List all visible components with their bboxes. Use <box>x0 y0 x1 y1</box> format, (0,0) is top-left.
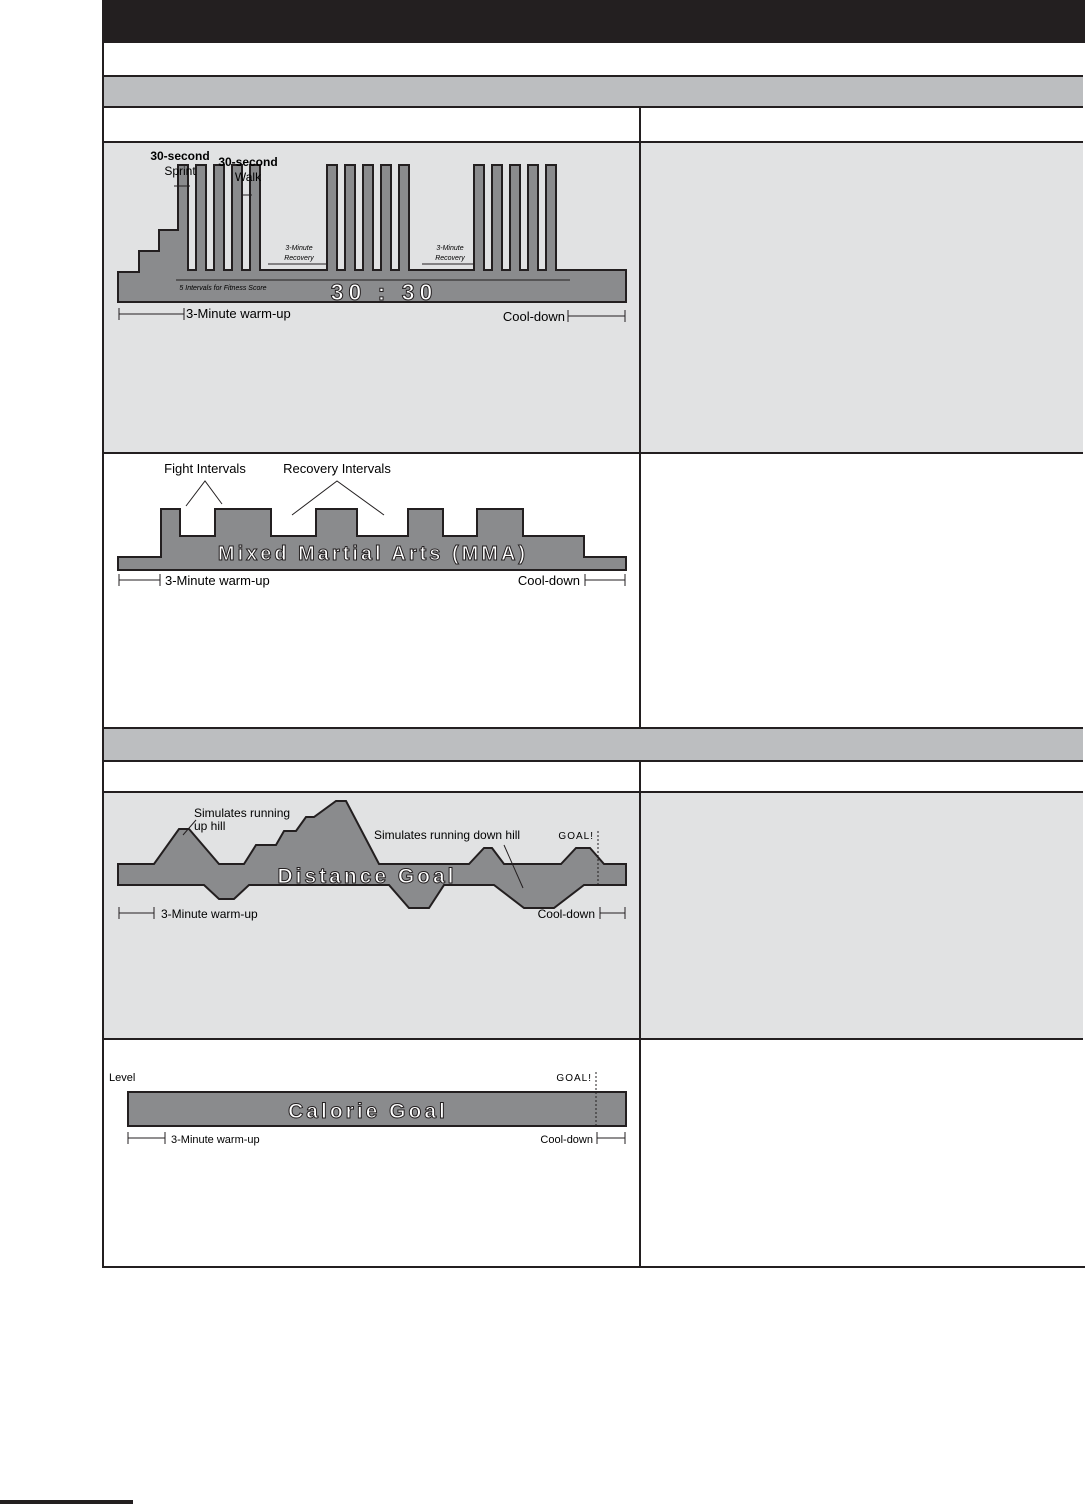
program-title-mma: Mixed Martial Arts (MMA) <box>217 543 529 565</box>
walk-label-line2: Walk <box>234 170 262 184</box>
recovery-label-1a: 3-Minute <box>285 245 313 252</box>
diagram-cell-distance <box>104 793 639 1038</box>
walk-label-line1: 30-second <box>218 155 278 169</box>
program-title-calorie: Calorie Goal <box>288 1100 448 1123</box>
intervals-note: 5 Intervals for Fitness Score <box>179 285 267 292</box>
program-title-distance: Distance Goal <box>277 865 457 888</box>
description-cell-distance <box>641 793 1083 1038</box>
level-label: Level <box>109 1072 136 1084</box>
recovery-label-2a: 3-Minute <box>436 245 464 252</box>
section-bar-goal-programs <box>104 729 1083 762</box>
cooldown-label: Cool-down <box>517 573 580 588</box>
section-bar-interval-programs <box>104 75 1083 108</box>
sprint-label-line2: Sprint <box>164 164 196 178</box>
cooldown-label: Cool-down <box>540 1134 593 1146</box>
sprint-label-line1: 30-second <box>150 149 210 163</box>
program-profile-distance <box>104 793 639 1038</box>
diagram-cell-3030 <box>104 143 639 452</box>
goal-label: GOAL! <box>556 1073 592 1084</box>
program-profile-3030 <box>104 143 639 452</box>
cooldown-label: Cool-down <box>502 309 565 324</box>
warmup-label: 3-Minute warm-up <box>186 306 291 321</box>
recovery-intervals-label: Recovery Intervals <box>283 461 391 476</box>
program-profile-calorie <box>104 1040 639 1266</box>
fight-pointer <box>186 481 222 506</box>
warmup-label: 3-Minute warm-up <box>161 907 258 921</box>
cooldown-label: Cool-down <box>537 907 595 921</box>
footer-bar <box>0 1500 133 1504</box>
uphill-label-line1: Simulates running <box>194 806 291 820</box>
recovery-label-2b: Recovery <box>435 255 465 262</box>
recovery-label-1b: Recovery <box>284 255 314 262</box>
downhill-label: Simulates running down hill <box>374 828 521 842</box>
warmup-label: 3-Minute warm-up <box>165 573 270 588</box>
warmup-label: 3-Minute warm-up <box>171 1134 260 1146</box>
diagram-cell-mma <box>104 454 639 727</box>
diagram-cell-calorie <box>104 1040 639 1266</box>
uphill-label-line2: up hill <box>194 819 226 833</box>
program-profile-mma <box>104 454 639 727</box>
divider <box>104 75 1083 77</box>
fight-intervals-label: Fight Intervals <box>164 461 246 476</box>
description-cell-3030 <box>641 143 1083 452</box>
program-title-3030: 30 : 30 <box>330 279 438 305</box>
page-header-bar <box>102 0 1085 43</box>
goal-label: GOAL! <box>558 831 594 842</box>
